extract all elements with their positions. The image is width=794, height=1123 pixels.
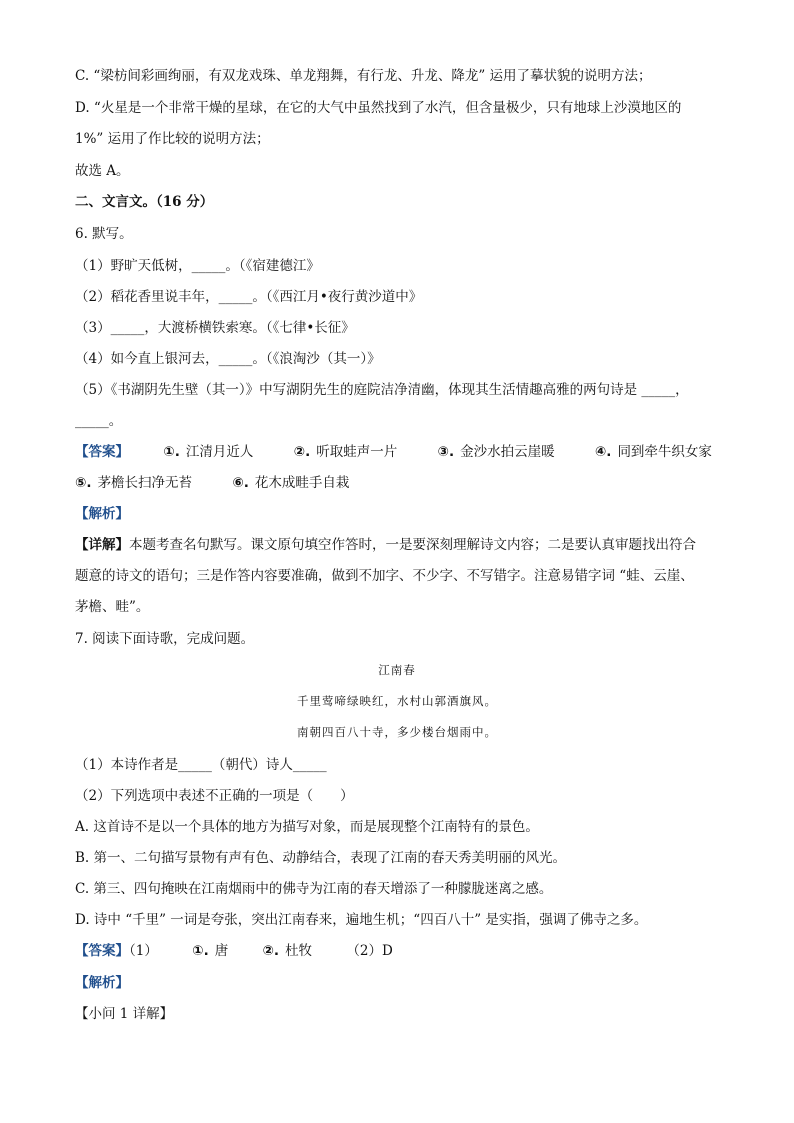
option-c-text: C. “梁枋间彩画绚丽，有双龙戏珠、单龙翔舞，有行龙、升龙、降龙” 运用了摹状貌的说明方法；: [75, 68, 652, 84]
answer-label: 【答案】: [75, 943, 129, 959]
poem-line-2: 南朝四百八十寺，多少楼台烟雨中。: [297, 725, 497, 739]
q7-option-c: C. 第三、四句掩映在江南烟雨中的佛寺为江南的春天增添了一种朦胧迷离之感。: [75, 881, 553, 897]
q6-answer-line-1: [75, 442, 712, 462]
poem-title: 江南春: [378, 663, 416, 677]
q6-item-5-continued: _____。: [75, 413, 123, 429]
q7-option-d: D. 诗中 “千里” 一词是夸张，突出江南春来，遍地生机；“四百八十” 是实指，强调了佛寺之多。: [75, 912, 648, 928]
q7-sub-question-1: （1）本诗作者是_____（朝代）诗人_____: [75, 757, 327, 773]
answer-item: ③. 金沙水拍云崖暖: [437, 444, 555, 460]
q7-answer-line: 【答案】（1） ①. 唐 ②. 杜牧 （2）D: [75, 943, 393, 959]
section-2-heading: 二、文言文。（16 分）: [75, 194, 214, 210]
q6-detail-line-1: 【详解】本题考查名句默写。课文原句填空作答时，一是要深刻理解诗文内容；二是要认真审题找出符合: [75, 537, 696, 553]
q7-analysis-label: 【解析】: [75, 975, 129, 991]
q6-item-3: （3）_____，大渡桥横铁索寒。（《七律•长征》: [75, 320, 355, 336]
q6-title: 6. 默写。: [75, 226, 133, 242]
q7-option-a: A. 这首诗不是以一个具体的地方为描写对象，而是展现整个江南特有的景色。: [75, 819, 539, 835]
q6-detail-line-2: 题意的诗文的语句；三是作答内容要准确，做到不加字、不少字、不写错字。注意易错字词 “蛙、云崖、: [75, 568, 694, 584]
answer-label: 【答案】: [75, 444, 129, 460]
q6-item-5: （5）《书湖阴先生壁（其一）》中写湖阴先生的庭院洁净清幽，体现其生活情趣高雅的两句诗是 _____，: [75, 382, 689, 398]
answer-item: ②. 听取蛙声一片: [293, 444, 398, 460]
q6-answer-line-2: [75, 473, 349, 493]
q6-item-1: （1）野旷天低树，_____。（《宿建德江》: [75, 258, 320, 274]
answer-item: ②. 杜牧: [262, 943, 313, 959]
option-d-text-line1: D. “火星是一个非常干燥的星球，在它的大气中虽然找到了水汽，但含量极少，只有地球上沙漠地区的: [75, 100, 682, 116]
option-d-text-line2: 1%” 运用了作比较的说明方法；: [75, 131, 270, 147]
q6-detail-line-3: 茅檐、畦”。: [75, 599, 150, 615]
choose-a-text: 故选 A。: [75, 163, 130, 179]
answer-item: ⑥. 花木成畦手自栽: [232, 475, 350, 491]
answer-item: ④. 同到牵牛织女家: [594, 444, 712, 460]
q6-item-4: （4）如今直上银河去，_____。（《浪淘沙（其一）》: [75, 351, 381, 367]
answer-part-2: （2）D: [346, 943, 393, 959]
poem-line-1: 千里莺啼绿映红，水村山郭酒旗风。: [297, 694, 497, 708]
q7-title: 7. 阅读下面诗歌，完成问题。: [75, 631, 255, 647]
q7-sub-detail-label: 【小问 1 详解】: [75, 1006, 174, 1022]
q7-option-b: B. 第一、二句描写景物有声有色、动静结合，表现了江南的春天秀美明丽的风光。: [75, 850, 567, 866]
answer-item: ⑤. 茅檐长扫净无苔: [75, 475, 193, 491]
q7-sub-question-2: （2）下列选项中表述不正确的一项是（ ）: [75, 788, 354, 804]
q6-item-2: （2）稻花香里说丰年，_____。（《西江月•夜行黄沙道中》: [75, 289, 423, 305]
q6-analysis-label: 【解析】: [75, 506, 129, 522]
answer-item: ①. 江清月近人: [163, 444, 254, 460]
answer-item: ①. 唐: [192, 943, 229, 959]
